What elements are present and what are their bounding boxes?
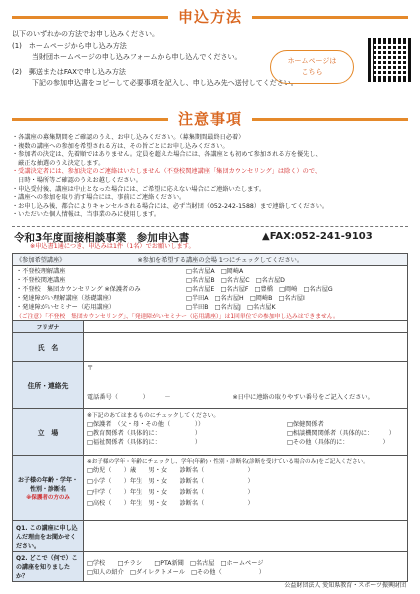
child-note: ※保護者の方のみ — [26, 495, 70, 501]
position-option[interactable]: □その他（具体的に： ） — [287, 439, 389, 446]
method2-desc: 下記の参加申込書をコピーして必要事項を記入し、申し込み先へ送付してください。 — [32, 79, 298, 87]
child-row[interactable]: □高校（ ）年生 男・女 診断名（ ） — [87, 500, 254, 507]
section-how-to-apply — [0, 4, 420, 30]
note-item: ・申込受付後、講座は中止となった場合には、ご希望に応えない場合にご連絡いたします。 — [12, 185, 266, 193]
courses-header — [13, 254, 408, 266]
q2-options-2[interactable]: □知人の紹介 □ダイレクトメール □その他（ ） — [87, 568, 265, 576]
position-label: 立 場 — [13, 409, 84, 456]
note-item: 日時・場所等ご確認のうえお越しください。 — [12, 176, 142, 184]
form-title: 令和3年度面接相談事業 参加申込書 — [14, 232, 190, 244]
bubble-text: ホームページは — [287, 57, 337, 65]
address-field[interactable] — [84, 362, 408, 409]
child-row[interactable]: □小学（ ）年生 男・女 診断名（ ） — [87, 478, 254, 485]
note-item: ・複数の講座への参加を希望される方は、その旨ごとにお申し込みください。 — [12, 142, 229, 150]
cut-line — [12, 226, 408, 227]
method2-title: (2) 郵送またはFAXで申し込み方法 — [12, 68, 126, 76]
note-item: ・講座への参加を取り消す場合には、事前にご連絡ください。 — [12, 194, 186, 202]
note-item: ・各講座の募集期間をご確認のうえ、お申し込みください。（募集期間最終日必着） — [12, 134, 245, 141]
course-name: ・不登校関連講座 — [16, 277, 66, 284]
course-row — [13, 266, 407, 275]
course-venues[interactable]: □名古屋B □名古屋C □名古屋D — [186, 277, 285, 284]
position-option[interactable]: □福祉関係者（具体的に： ） — [87, 439, 202, 446]
course-venues[interactable]: □名古屋E □名古屋F □豊橋 □岡崎 □名古屋G — [186, 286, 333, 293]
q2-options[interactable]: □学校 □チラシ □PTA新聞 □名古屋 □ホームページ — [87, 559, 264, 567]
course-name: ・不登校理解講座 — [16, 268, 66, 275]
child-row[interactable]: □幼児（ ）歳 男・女 診断名（ ） — [87, 467, 254, 474]
course-row — [13, 275, 407, 284]
note-item: 厳正な抽選のうえ決定します。 — [12, 159, 105, 167]
furigana-label: フリガナ — [13, 321, 84, 333]
q1-field[interactable] — [84, 521, 408, 552]
q2-label: Q2. どこで（何で）この講座を知りましたか？ — [13, 552, 84, 582]
furigana-field[interactable] — [84, 321, 408, 333]
intro-text: 以下のいずれかの方法でお申し込みください。 — [12, 30, 159, 38]
position-option[interactable]: □教育関係者（具体的に： ） — [87, 430, 202, 437]
courses-header-left: 《参加希望講座》 — [16, 257, 66, 264]
homepage-bubble[interactable] — [270, 50, 354, 84]
position-note: ※下記のあてはまるものにチェックしてください。 — [87, 413, 220, 419]
child-label-cell — [13, 456, 84, 521]
q2-field — [84, 552, 408, 582]
position-option[interactable]: □保護者 （父・母・その他（ ）） — [87, 421, 205, 428]
note-item: ・お申し込み後、都合によりキャンセルされる場合には、必ず当財団（052-242-1588）まで連絡してください。 — [12, 202, 329, 210]
position-field — [84, 409, 408, 456]
fax-number: ▲FAX:052-241-9103 — [262, 231, 373, 242]
position-option[interactable]: □保健関係者 — [287, 421, 324, 428]
course-venues[interactable]: □半田B □名古屋J □名古屋K — [186, 304, 276, 311]
course-list — [13, 266, 408, 321]
method1-title: (1) ホームページから申し込み方法 — [12, 42, 127, 50]
courses-header-right: ※参加を希望する講座の会場 1つにチェックしてください。 — [137, 257, 304, 264]
name-field[interactable] — [84, 333, 408, 362]
course-row — [13, 293, 407, 302]
course-name: ・発達障がい理解講座（基礎講座） — [16, 295, 115, 302]
method1-desc: 当財団ホームページの申し込みフォームから申し込んでください。 — [32, 53, 242, 61]
address-label: 住所・連絡先 — [13, 362, 84, 409]
note-item: ・受講決定者には、参加決定のご連絡はいたしません（不登校関連講座「集団カウンセリング」は除く）ので、 — [12, 168, 322, 176]
phone-label: 電話番号（ ） － — [87, 394, 171, 401]
section-title: 申込方法 — [168, 6, 252, 27]
course-row — [13, 284, 407, 293]
q1-label: Q1. この講座に申し込んだ理由をお聞かせください。 — [13, 521, 84, 552]
section-title: 注意事項 — [168, 108, 252, 129]
notes-list — [12, 134, 328, 220]
note-item: ・いただいた個人情報は、当事業のみに使用します。 — [12, 211, 161, 219]
course-row — [13, 302, 407, 311]
course-venues[interactable]: □半田A □名古屋H □岡崎B □名古屋I — [186, 295, 305, 302]
form-subnote: ※申込書1通につき、申込みは1件（1名）でお願いします。 — [30, 243, 195, 250]
application-form — [12, 253, 408, 582]
section-notes — [0, 106, 420, 132]
courses-note: （ご注意）「不登校 集団カウンセリング」、「発達障がいセミナー（応用講座）」は1回単位での参加申し込みはできません。 — [16, 314, 339, 320]
footer-org: 公益財団法人 愛知県教育・スポーツ振興財団 — [284, 582, 406, 589]
note-item: ・参加者の決定は、先着順ではありません。定員を超えた場合には、各講座とも初めて参加される方を優先し、 — [12, 151, 322, 159]
qr-code-icon[interactable] — [368, 38, 412, 82]
zip-mark: 〒 — [87, 365, 94, 372]
name-label: 氏 名 — [13, 333, 84, 362]
child-instruction: ※お子様の学年・年齢にチェックし、学年(年齢)・性別・診断名(診断を受けている場合のみ)をご記入ください。 — [87, 459, 369, 465]
course-name: ・発達障がいセミナー（応用講座） — [16, 304, 115, 311]
position-option[interactable]: □相談機関関係者（具体的に： ） — [287, 430, 395, 437]
child-field — [84, 456, 408, 521]
child-row[interactable]: □中学（ ）年生 男・女 診断名（ ） — [87, 489, 254, 496]
child-label: お子様の年齢・学年・性別・診断名 — [17, 477, 78, 493]
course-venues[interactable]: □名古屋A □岡崎A — [186, 268, 244, 275]
phone-note: ※日中に連絡の取りやすい番号をご記入ください。 — [232, 394, 374, 401]
bubble-text-2: こちら — [301, 68, 323, 76]
course-name: ・不登校 集団カウンセリング ※保護者のみ — [16, 286, 141, 293]
